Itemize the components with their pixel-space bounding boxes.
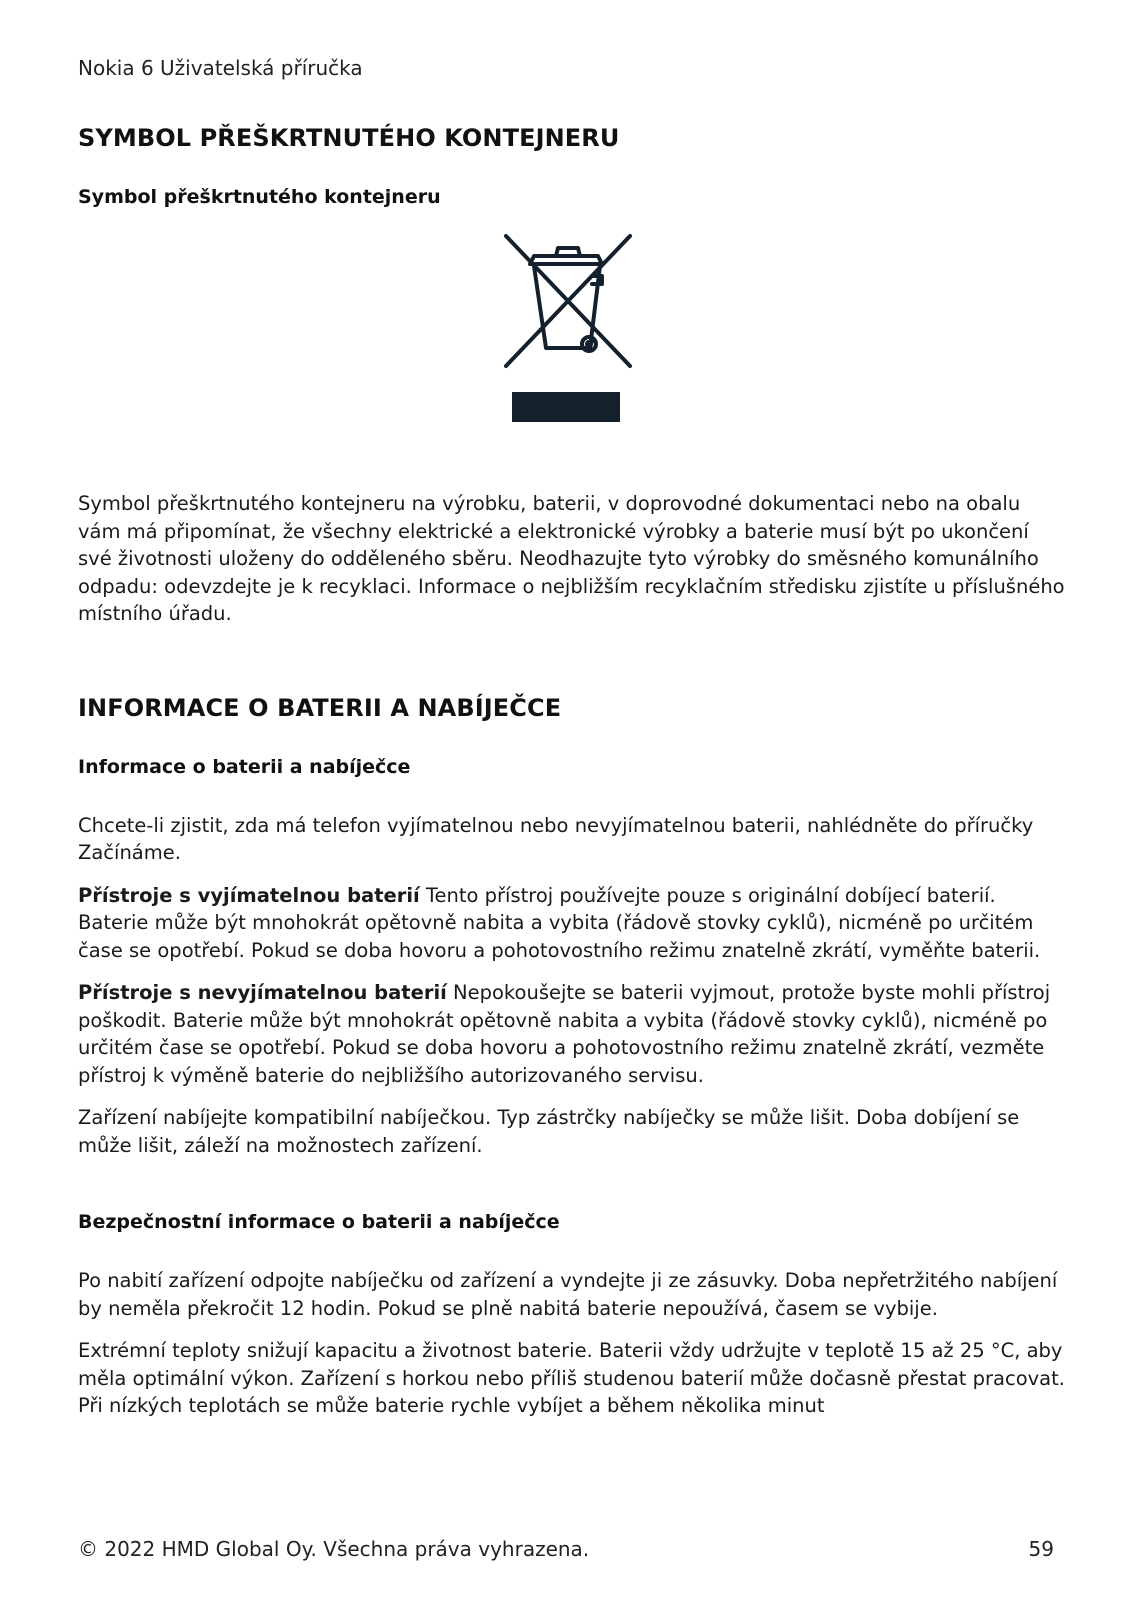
removable-battery-text: Tento přístroj používejte pouze s originální dobíjecí baterií. Baterie může být mnohokrát opětovně nabita a vybita (řádově stovky cyklů), nicméně po určitém čase se opotřebí. Pokud se doba hovoru a pohotovostního režimu znatelně zkrátí, vyměňte baterii.: [78, 883, 1041, 962]
safety-paragraph-1: Po nabití zařízení odpojte nabíječku od zařízení a vyndejte ji ze zásuvky. Doba nepřetržitého nabíjení by neměla překročit 12 hodin. Pokud se plně nabitá baterie nepoužívá, časem se vybije.: [78, 1269, 1058, 1320]
safety-paragraph-2: Extrémní teploty snižují kapacitu a životnost baterie. Baterii vždy udržujte v teplotě 15 až 25 °C, aby měla optimální výkon. Zařízení s horkou nebo příliš studenou baterií může dočasně přestat pracovat. Při nízkých teplotách se může baterie rychle vybíjet a během několika minut: [78, 1339, 1065, 1417]
subheading-safety: Bezpečnostní informace o baterii a nabíječce: [78, 1211, 560, 1233]
section-heading-battery: INFORMACE O BATERII A NABÍJEČCE: [78, 693, 562, 722]
nonremovable-battery-text: Nepokoušejte se baterii vyjmout, protože byste mohli přístroj poškodit. Baterie může být mnohokrát opětovně nabita a vybita (řádově stovky cyklů), nicméně po určitém čase se opotřebí. Pokud se doba hovoru a pohotovostního režimu znatelně zkrátí, vezměte přístroj k výměně baterie do nejbližšího autorizovaného servisu.: [78, 981, 1051, 1087]
nonremovable-battery-label: Přístroje s nevyjímatelnou baterií: [78, 981, 447, 1004]
subheading-weee: Symbol přeškrtnutého kontejneru: [78, 186, 441, 208]
crossed-out-wheelie-bin-icon: [500, 230, 636, 426]
section-heading-weee: SYMBOL PŘEŠKRTNUTÉHO KONTEJNERU: [78, 124, 620, 152]
weee-symbol-figure: [78, 230, 1068, 490]
subheading-battery: Informace o baterii a nabíječce: [78, 755, 411, 778]
nonremovable-battery-paragraph: [78, 979, 1068, 1089]
page-content: [78, 124, 1068, 1420]
removable-battery-label: Přístroje s vyjímatelnou baterií: [78, 883, 420, 907]
battery-intro-paragraph: Chcete-li zjistit, zda má telefon vyjímatelnou nebo nevyjímatelnou baterii, nahlédněte do příručky Začínáme.: [78, 813, 1034, 864]
removable-battery-paragraph: [78, 882, 1068, 965]
footer-page-number: 59: [1028, 1537, 1054, 1561]
charger-paragraph: Zařízení nabíjejte kompatibilní nabíječkou. Typ zástrčky nabíječky se může lišit. Doba dobíjení se může lišit, záleží na možnostech zařízení.: [78, 1106, 1020, 1157]
running-header: Nokia 6 Uživatelská příručka: [78, 56, 363, 80]
footer-copyright: © 2022 HMD Global Oy. Všechna práva vyhrazena.: [78, 1537, 590, 1561]
weee-paragraph: Symbol přeškrtnutého kontejneru na výrobku, baterii, v doprovodné dokumentaci nebo na obalu vám má připomínat, že všechny elektrické a elektronické výrobky a baterie musí být po ukončení své životnosti uloženy do odděleného sběru. Neodhazujte tyto výrobky do směsného komunálního odpadu: odevzdejte je k recyklaci. Informace o nejbližším recyklačním středisku zjistíte u příslušného místního úřadu.: [78, 492, 1065, 625]
